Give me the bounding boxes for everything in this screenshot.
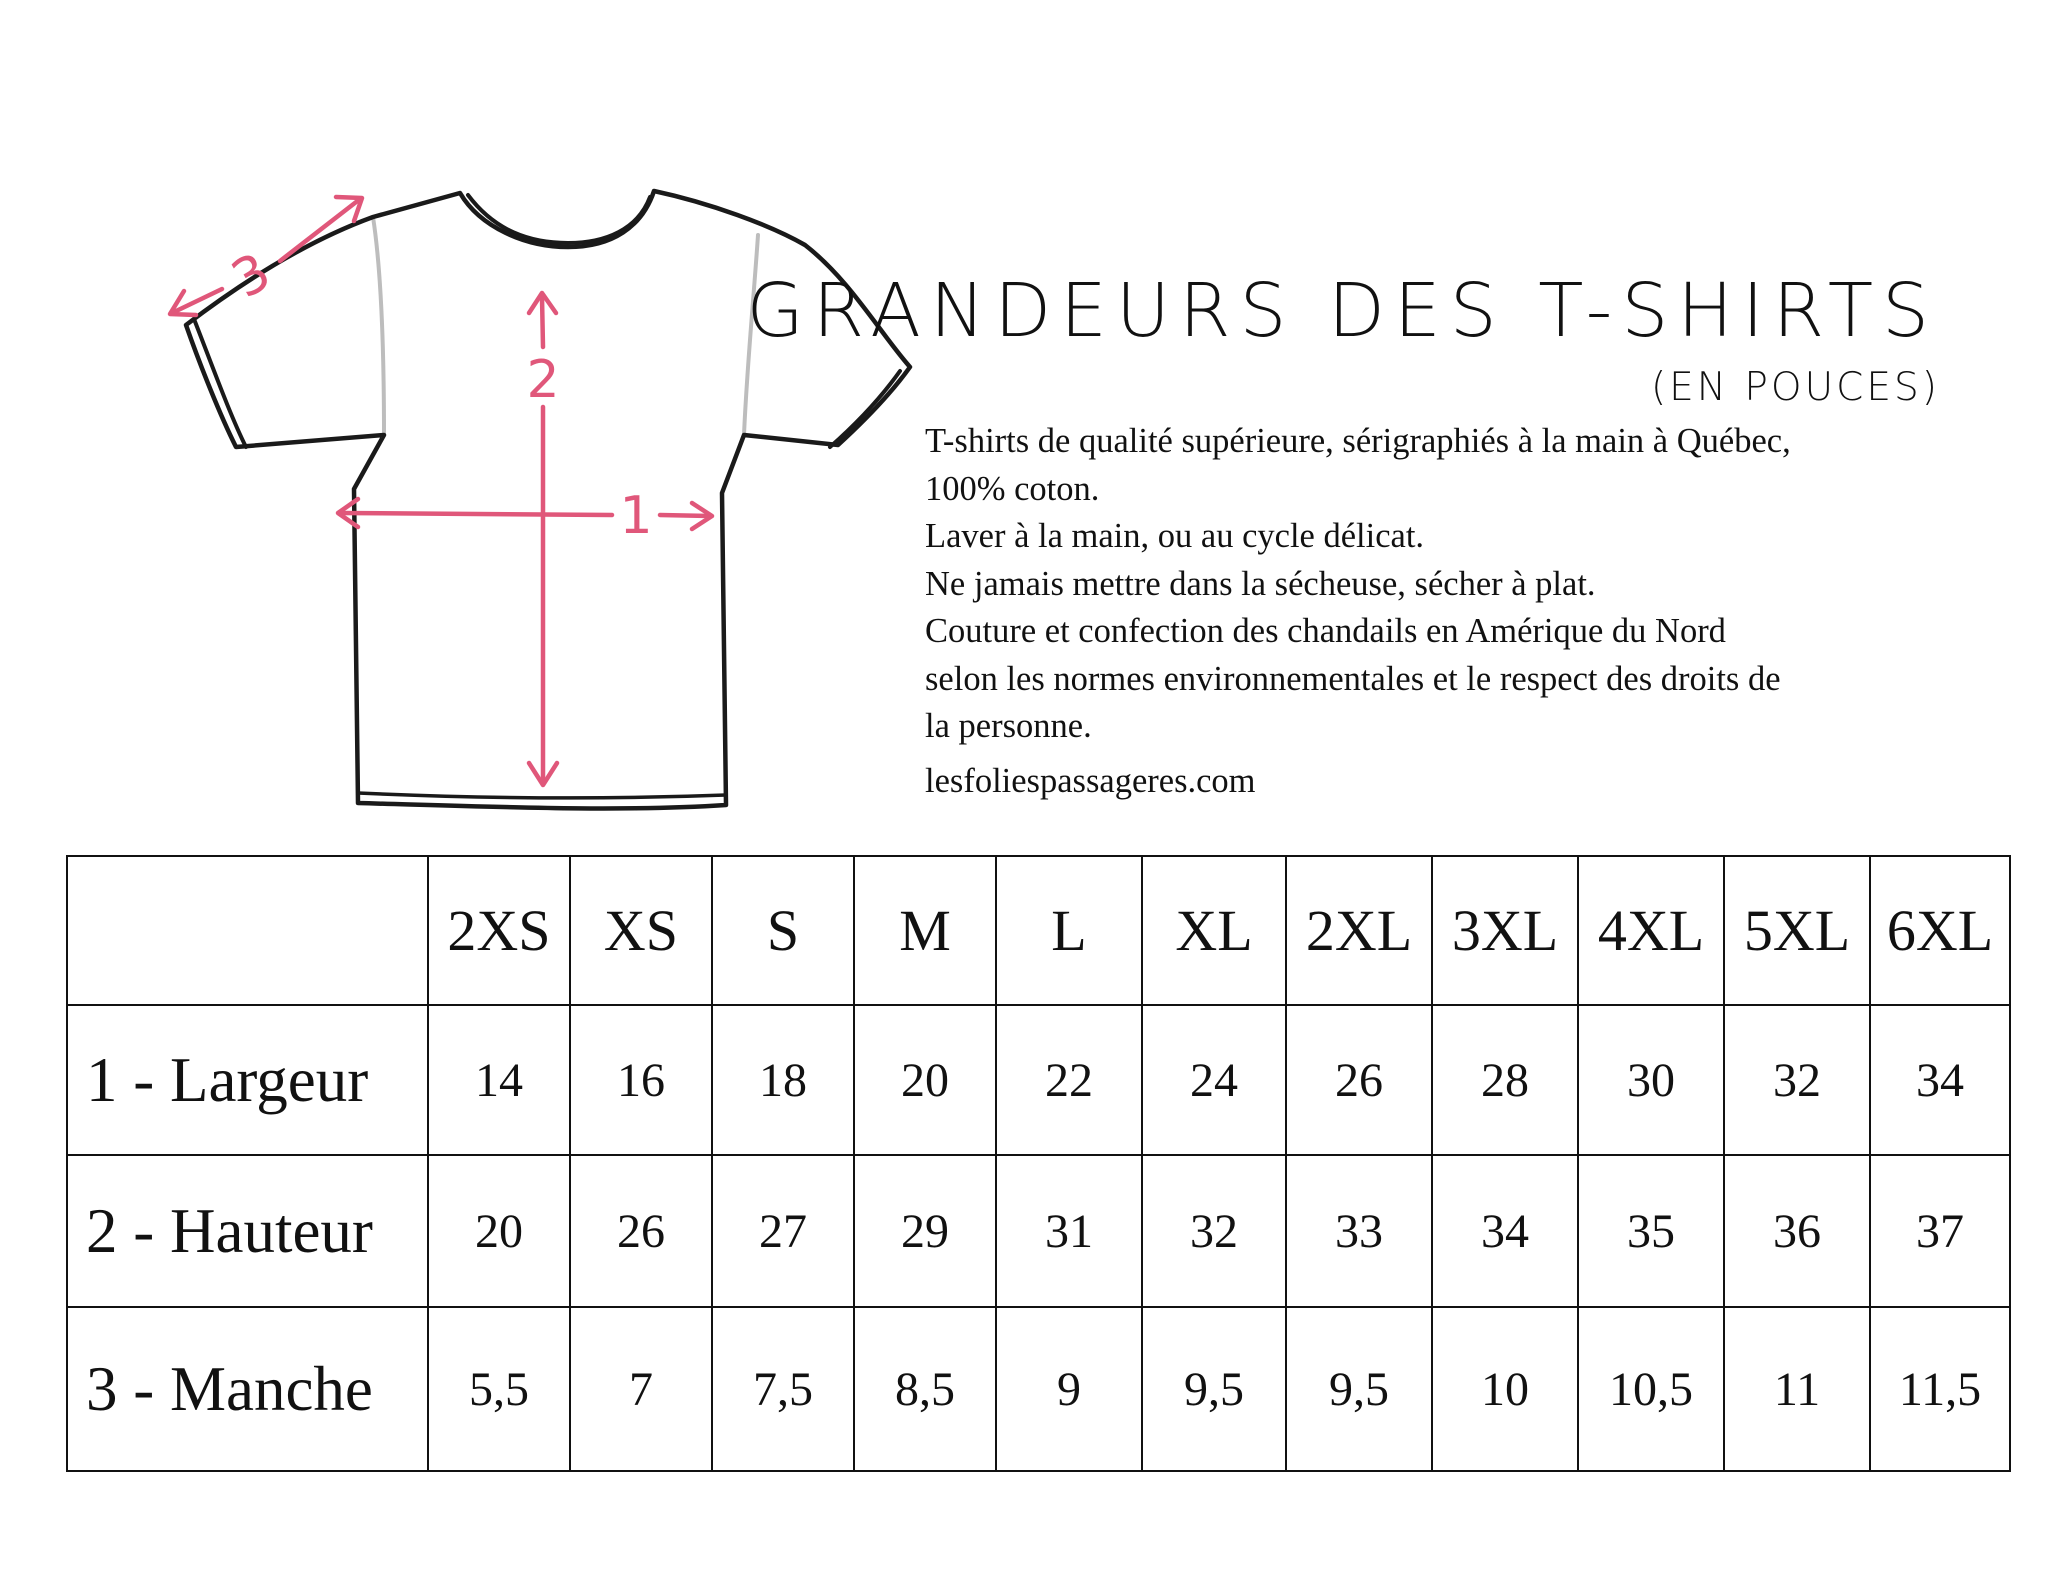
size-header-cell: 2XL: [1286, 856, 1432, 1005]
measurement-cell: 27: [712, 1155, 854, 1307]
description-line: Laver à la main, ou au cycle délicat.: [925, 517, 1425, 555]
table-row-hauteur: [67, 1155, 2010, 1307]
description-line: la personne.: [925, 707, 1092, 745]
measurement-cell: 32: [1142, 1155, 1286, 1307]
shirt-collar: [468, 195, 650, 243]
measurement-cell: 11,5: [1870, 1307, 2010, 1471]
measurement-cell: 7: [570, 1307, 712, 1471]
measurement-cell: 22: [996, 1005, 1142, 1155]
row-label: 2 - Hauteur: [67, 1155, 428, 1307]
size-chart-table: [66, 855, 2011, 1472]
page-title: GRANDEURS DES T-SHIRTS: [746, 268, 1938, 354]
shirt-hem: [358, 793, 726, 798]
size-header-row: [67, 856, 2010, 1005]
measurement-cell: 36: [1724, 1155, 1870, 1307]
measurement-cell: 14: [428, 1005, 570, 1155]
measurement-cell: 37: [1870, 1155, 2010, 1307]
row-label: 1 - Largeur: [67, 1005, 428, 1155]
width-arrow-line: [340, 513, 710, 516]
measurement-cell: 10: [1432, 1307, 1578, 1471]
measurement-cell: 26: [570, 1155, 712, 1307]
measurement-cell: 29: [854, 1155, 996, 1307]
size-header-cell: 5XL: [1724, 856, 1870, 1005]
description-line: Ne jamais mettre dans la sécheuse, sécher à plat.: [925, 564, 1596, 603]
measurement-cell: 8,5: [854, 1307, 996, 1471]
measurement-cell: 20: [428, 1155, 570, 1307]
table-row-manche: [67, 1307, 2010, 1471]
size-header-cell: S: [712, 856, 854, 1005]
measurement-cell: 7,5: [712, 1307, 854, 1471]
measurement-cell: 30: [1578, 1005, 1724, 1155]
right-sleeve-cuff: [830, 371, 900, 447]
measurement-cell: 9,5: [1286, 1307, 1432, 1471]
measurement-cell: 11: [1724, 1307, 1870, 1471]
measurement-cell: 16: [570, 1005, 712, 1155]
measure-label-1: 1: [619, 486, 653, 546]
left-sleeve-seam: [373, 217, 384, 435]
description-line: T-shirts de qualité supérieure, sérigraphiés à la main à Québec,: [925, 422, 1791, 460]
measurement-cell: 33: [1286, 1155, 1432, 1307]
page-subtitle: (EN POUCES): [1650, 365, 1940, 410]
measurement-cell: 24: [1142, 1005, 1286, 1155]
header-corner-cell: [67, 856, 428, 1005]
left-sleeve-cuff: [194, 319, 246, 447]
size-header-cell: 4XL: [1578, 856, 1724, 1005]
product-description: [925, 418, 1935, 751]
measurement-cell: 28: [1432, 1005, 1578, 1155]
measurement-cell: 26: [1286, 1005, 1432, 1155]
measurement-cell: 34: [1870, 1005, 2010, 1155]
size-header-cell: L: [996, 856, 1142, 1005]
description-line: Couture et confection des chandails en Amérique du Nord: [925, 612, 1726, 650]
table-row-largeur: [67, 1005, 2010, 1155]
measurement-cell: 31: [996, 1155, 1142, 1307]
measurement-cell: 9,5: [1142, 1307, 1286, 1471]
size-header-cell: 3XL: [1432, 856, 1578, 1005]
description-line: selon les normes environnementales et le respect des droits de: [925, 659, 1781, 698]
size-header-cell: 2XS: [428, 856, 570, 1005]
measurement-cell: 32: [1724, 1005, 1870, 1155]
measurement-cell: 5,5: [428, 1307, 570, 1471]
measurement-cell: 10,5: [1578, 1307, 1724, 1471]
measurement-cell: 18: [712, 1005, 854, 1155]
measure-label-2: 2: [526, 350, 560, 410]
measurement-cell: 20: [854, 1005, 996, 1155]
measurement-cell: 9: [996, 1307, 1142, 1471]
size-header-cell: XS: [570, 856, 712, 1005]
measurement-cell: 34: [1432, 1155, 1578, 1307]
description-line: 100% coton.: [925, 469, 1100, 508]
measurement-cell: 35: [1578, 1155, 1724, 1307]
size-header-cell: XL: [1142, 856, 1286, 1005]
measure-label-3: 3: [222, 241, 281, 311]
size-header-cell: 6XL: [1870, 856, 2010, 1005]
size-header-cell: M: [854, 856, 996, 1005]
website-url: lesfoliespassageres.com: [925, 762, 1256, 800]
row-label: 3 - Manche: [67, 1307, 428, 1471]
